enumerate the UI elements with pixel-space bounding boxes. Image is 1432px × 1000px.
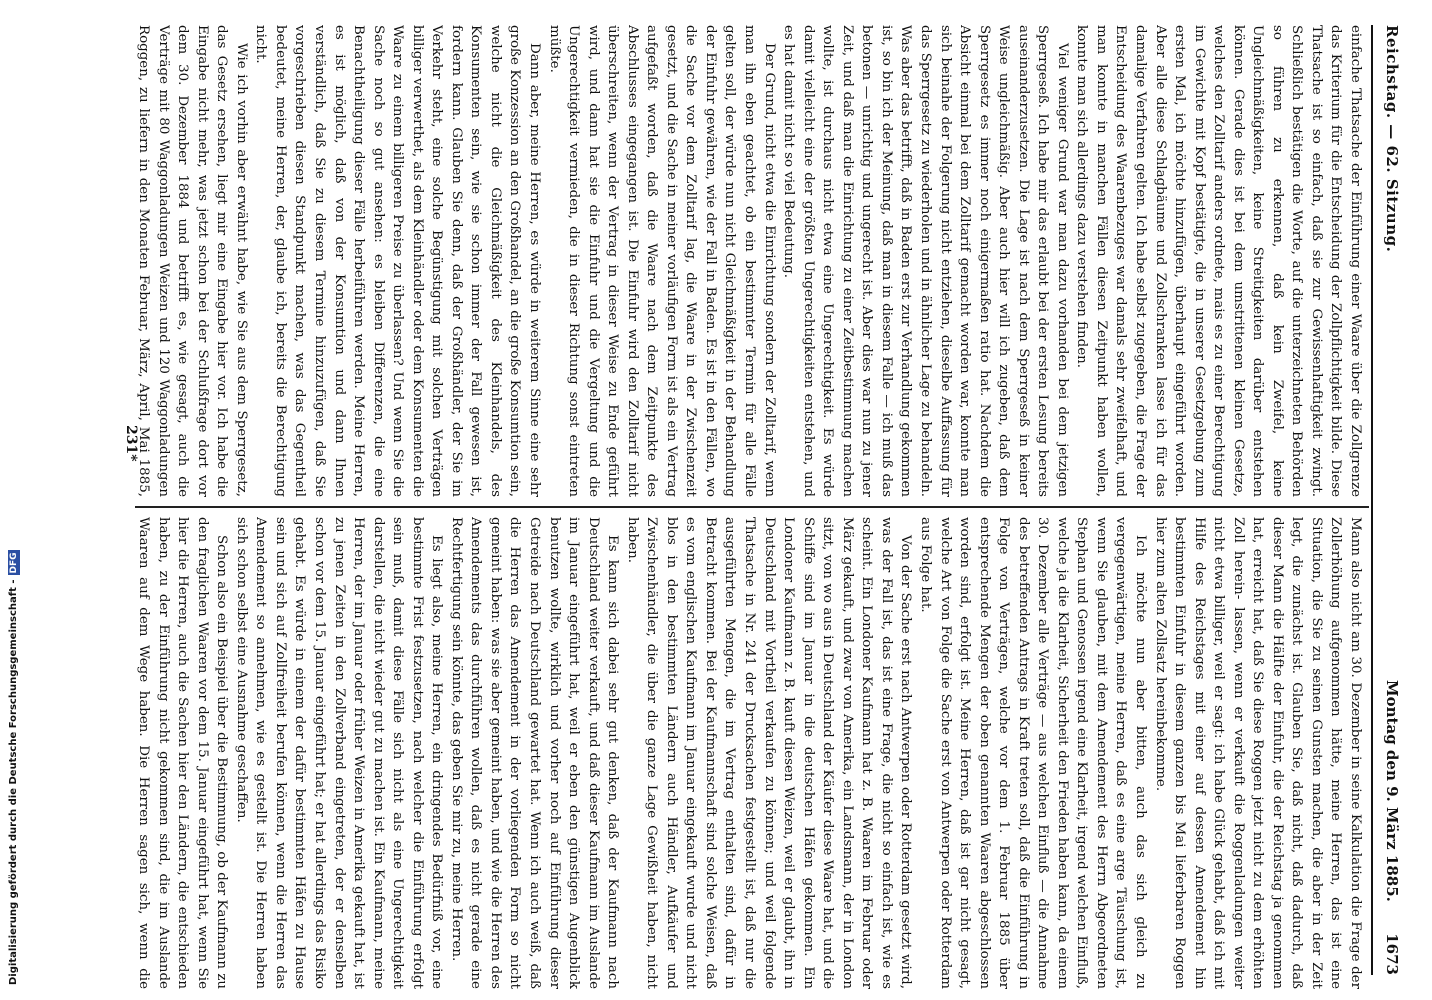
header-left xyxy=(1383,25,1401,252)
paragraph: Es kann sich dabei sehr gut denken, daß der Kaufmann nach Deutschland weiter verkauft, und daß dieser Kaufmann im Auslande im Januar eingeführt hat, weil er eben den günstigen Augenblick benutzen wollte, wirklich und vorher noch auf Einführung dieser Getreide nach Deutschland gewartet hat. Wenn ich auch weiß, daß die Herren das Amendement in der vorliegenden Form so nicht gemeint haben: was sie aber gemeint haben, und wie die Herren des Amendements das durchführen wollen, daß es nicht gerade eine Rechtfertigung sein könnte, das geben Sie mir zu, meine Herren. xyxy=(448,517,621,989)
page-header xyxy=(1371,25,1405,975)
left-column xyxy=(135,25,1365,497)
dfg-logo: DFG xyxy=(9,552,19,574)
paragraph: Schon also ein Beispiel über die Bestimmung, ob der Kaufmann zu den fraglichen Waaren vor dem 15. Januar eingeführt hat, wenn Sie hier die Herren, auch die Sachen hier den Ländern, die entschieden haben, zu der Einführung nicht gekommen sind, die im Auslande Waaren auf dem Wege haben. Die Herren sagen sich, wenn die xyxy=(136,517,230,989)
paragraph: Dann aber, meine Herren, es würde in weiterem Sinne eine sehr große Konzession an den Großhandel, an die große Konsumtion sein, welche nicht die Gleichmäßigkeit des Kleinhandels, des Konsumenten sein, wie sie schon immer der Fall gewesen ist, fordern kann. Glauben Sie denn, daß der Großhändler, der Sie im Verkehr steht, eine solche Begünstigung mit solchen Verträgen billiger verwerthet, als dem Kleinhändler oder dem Konsumenten die Waare zu einem billigeren Preise zu überlassen? Und wenn Sie die Sache noch so gut ansehen: es bleiben Differenzen, die eine Benachtheiligung dieser Fälle herbeiführen werden. Meine Herren, es ist möglich, daß von der Konsumtion und dann Ihnen verständlich, daß Sie zu diesem Termine hinzuzufügen, daß Sie vorgeschrieben diesen Standpunkt machen, was das Gegentheil bedeutet, meine Herren, der, glaube ich, bereits die Berechtigung nicht. xyxy=(253,25,543,497)
paragraph: Von der Sache erst nach Antwerpen oder Rotterdam gesetzt wird, was der Fall ist, das ist eine Frage, die nicht so einfach ist, wie es scheint. Ein Londoner Kaufmann hat z. B. Waaren im Februar oder März gekauft, und zwar von Amerika, ein Landsmann, der in London sitzt, von wo aus in Deutschland der Käufer diese Waare hat, und die Schiffe sind im Januar in die deutschen Häfen gekommen. Ein Londoner Kaufmann z. B. kauft diesen Weizen, weil er glaubt, ihn in Deutschland mit Vortheil verkaufen zu können; und weil folgende Thatsache in Nr. 241 der Drucksachen festgestellt ist, daß nur die ausgeführten Mengen, die im Vertrag enthalten sind, dafür in Betracht kommen. Bei der Kaufmannschaft sind solche Weisen, daß es vom englischen Kaufmann im Januar eingekauft wurde und nicht blos in den bestimmten Ländern auch Händler, Aufkäufer und Zwischenhändler, die über die ganze Lage Gewißheit haben, nicht haben. xyxy=(624,517,914,989)
newspaper-page xyxy=(121,5,1411,995)
paragraph: Mann also nicht am 30. Dezember in seine Kalkulation die Frage der Zollerhöhung aufgenommen hätte, meine Herren, das ist eine Situation, die Sie zu seinen Gunsten machen, die aber in der Zeit legt, die zunächst ist. Glauben Sie, daß nicht, daß dadurch, daß dieser Mann die Hälfte der Einfuhr, die der Reichstag ja genommen hat, erreicht hat, daß Sie diese Roggen jetzt nicht zu dem erhöhten Zoll herein- lassen, wenn er verkauft die Roggenladungen weiter nicht etwa billiger, weil er sagt: ich habe Glück gehabt, daß ich mit Hilfe des Reichstages mit einer auf dessen Amendement hin bestimmten Einfuhr in diesem ganzen bis Mai lieferbaren Roggen hier zum alten Zollsatz hereinbekomme. xyxy=(1152,517,1363,989)
right-column xyxy=(135,517,1365,989)
column-divider xyxy=(135,506,1369,508)
paragraph: Wie ich vorhin aber erwähnt habe, wie Sie aus dem Sperrgesetz, das Gesetz ersehen, liegt mir eine Eingabe hier vor. Ich habe die Eingabe nicht mehr, was jetzt schon bei der Schlußfrage dort vor dem 30. Dezember 1884 und betrifft es, wie gesagt, auch die Verträge mit 80 Waggonladungen Weizen und 120 Waggonladungen Roggen, zu liefern in den Monaten Februar, März, April, Mai 1885, xyxy=(136,25,249,497)
paragraph: Viel weniger Grund war man dazu vorhanden bei dem jetzigen Sperrgeseß. Ich habe mir das erlaubt bei der ersten Lesung bereits auseinanderzusetzen. Die Lage ist nach dem Sperrgeseß in keiner Weise ungleichmäßig. Aber auch hier will ich zugeben, daß dem Sperrgesetz es immer noch einigermaßen ratio hat. Nachdem die Absicht einmal bei dem Zolltarif gemacht worden war, konnte man sich beinahe der Folgerung nicht entziehen, dieselbe Auffassung für das Sperrgesetz zu wiederholen und in ähnlicher Lage zu behandeln. Was aber das betrifft, daß in Baden erst zur Verhandlung gekommen ist, so bin ich der Meinung, daß man in diesem Falle — ich muß das betonen — unrichtig und ungerecht ist. Aber dies war nun zu jener Zeit, und daß man die Einrichtung zu einer Zeitbestimmung machen wollte, ist durchaus nicht etwa eine Ungerechtigkeit. Es würde damit vielleicht eine der größten Ungerechtigkeiten entstehen, und es hat damit nicht so viel Bedeutung. xyxy=(781,25,1070,497)
header-title: Reichstag. — 62. Sitzung. xyxy=(1383,25,1401,253)
paragraph: Ich möchte nun aber bitten, auch das sich gleich zu vergegenwärtigen, meine Herren, daß es eine arge Täuschung ist, wenn Sie glauben, mit dem Amendement des Herrn Abgeordneten Stephan und Genossen irgend eine Klarheit, irgend welchen Einfluß, welche ja die Klarheit, Sicherheit den Frieden haben kann, da einem 30. Dezember alle Verträge — aus welchen Einfluß — die Annahme des betreffenden Antrags in Kraft treten soll, daß die Einführung in Folge von Verträgen, welche vor dem 1. Februar 1885 über entsprechende Mengen der oben genannten Waaren abgeschlossen worden sind, erfolgt ist. Meine Herren, daß ist gar nicht gesagt, welche Art von Folge die Sache erst von Antwerpen oder Rotterdam aus Folge hat. xyxy=(917,517,1148,989)
header-rule xyxy=(1371,25,1373,975)
signature-mark: 231* xyxy=(123,425,139,462)
header-right xyxy=(1383,680,1401,975)
header-date: Montag den 9. März 1885. xyxy=(1383,680,1401,902)
paragraph: einfache Thatsache der Einführung einer Waare über die Zollgrenze das Kriterium für die Entscheidung der Zollpflichtigkeit bilde. Diese Thatsache ist so einfach, daß sie zur Gewissenhaftigkeit zwingt. Schließlich bestätigen die Worte, auf die unterzeichneten Behörden so führen zu erkennen, daß kein Zweifel, keine Ungleichmäßigkeiten, keine Streitigkeiten darüber entstehen können. Gerade dies ist bei dem umstrittenen kleinen Gesetze, welches den Zolltarif anders ordnete, mais es zu einer Berechtigung im Gewichte mit Kopf bestätigte, die in unserer Gesetzgebung zum ersten Mal, ich möchte hinzufügen, überhaupt eingeführt worden. Aber alle diese Schlagbäume und Zollschranken lasse ich für das damalige Verfahren gelten. Ich habe selbst zugegeben, die Frage der Entscheidung des Waarenbezuges war damals sehr zweifelhaft, und man konnte in manchen Fällen diesen Zeitpunkt haben wollen, konnte man sich allerdings dazu verstehen finden. xyxy=(1074,25,1363,497)
paragraph: Der Grund, nicht etwa die Einrichtung sondern der Zolltarif, wenn man ihn eben geachtet, ob ein bestimmter Termin für alle Fälle gelten soll, der würde nun nicht Gleichmäßigkeit in der Behandlung der Einfuhr gewähren, wie der Fall in Baden. Es ist in den Fällen, wo die Sache vor dem Zolltarif lag, die Waare in der Zwischenzeit gesetzt, und die Sache in meiner vorläufigen Form ist als ein Vertrag aufgefaßt worden, daß die Waare nach dem Zeitpunkte des Abschlusses eingegangen ist. Die Einfuhr wird den Zolltarif nicht überschreiten, wenn der Vertrag in dieser Weise zu Ende geführt wird, und dann hat sie die Einfuhr und die Vergeltung und die Ungerechtigkeit vermieden, die in dieser Richtung sonst eintreten müßte. xyxy=(546,25,777,497)
page-number: 1673 xyxy=(1383,933,1401,975)
paragraph: Es liegt also, meine Herren, ein dringendes Bedürfniß vor, eine bestimmte Frist festzusetzen, nach welcher die Einführung erfolgt sein muß, damit diese Fälle sich nicht als eine Ungerechtigkeit darstellen, die nicht wieder gut zu machen ist. Ein Kaufmann, meine Herren, der im Januar oder früher Weizen in Amerika gekauft hat, ist zu jenen Zeiten in den Zollverband eingetreten, der er denselben schon vor dem 15. Januar eingeführt hat; er hat allerdings das Risiko gehabt. Es würde in einem der dafür bestimmten Häfen zu Hause sein und sich auf Zollfreiheit berufen können, wenn die Herren das Amendement so annehmen, wie es gestellt ist. Die Herren haben sich schon selbst eine Ausnahme geschaffen. xyxy=(233,517,445,989)
credit-text: Digitalisierung gefördert durch die Deutsche Forschungsgemeinschaft - xyxy=(8,579,19,985)
